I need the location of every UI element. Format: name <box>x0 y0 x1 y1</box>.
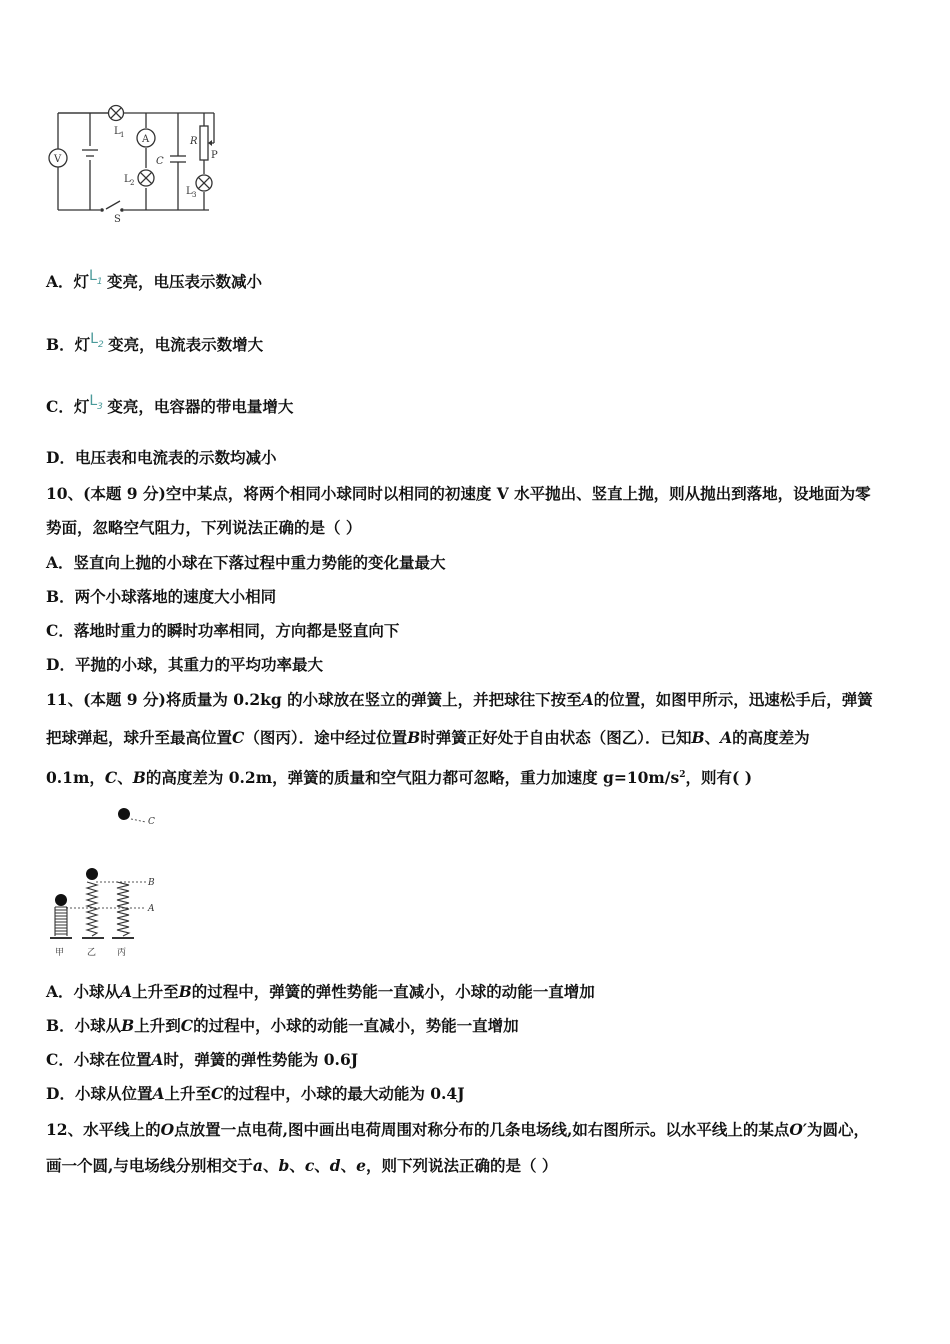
lamp-l3-symbol: $L_3$ <box>89 393 103 412</box>
label-jia: 甲 <box>55 948 65 958</box>
q9-option-c[interactable]: C．灯$L_3$ 变亮，电容器的带电量增大 <box>46 393 294 416</box>
voltmeter-label: V <box>54 154 62 165</box>
capacitor-label: C <box>156 156 164 167</box>
q10-stem-line1: 10、(本题 9 分)空中某点，将两个相同小球同时以相同的初速度 V 水平抛出、竖直上抛，则从抛出到落地，设地面为零 <box>46 484 871 503</box>
q11-option-c[interactable]: C．小球在位置A时，弹簧的弹性势能为 0.6J <box>46 1050 359 1069</box>
q9-option-a[interactable]: A．灯$L_1$ 变亮，电压表示数减小 <box>46 268 263 291</box>
q12-stem-line2: 画一个圆,与电场线分别相交于a、b、c、d、e，则下列说法正确的是（ ） <box>46 1156 558 1175</box>
q10-option-a[interactable]: A．竖直向上抛的小球在下落过程中重力势能的变化量最大 <box>46 553 446 572</box>
q10-option-c[interactable]: C．落地时重力的瞬时功率相同，方向都是竖直向下 <box>46 621 400 640</box>
l3-label: L <box>186 186 193 197</box>
switch-label: S <box>114 214 121 225</box>
q9-option-d[interactable]: D．电压表和电流表的示数均减小 <box>46 448 277 467</box>
q11-option-d[interactable]: D．小球从位置A上升至C的过程中，小球的最大动能为 0.4J <box>46 1084 465 1103</box>
q11-option-b[interactable]: B．小球从B上升到C的过程中，小球的动能一直减小，势能一直增加 <box>46 1016 519 1035</box>
l3-sub-label: 3 <box>192 191 197 199</box>
position-a-label: A <box>148 904 155 914</box>
circuit-diagram <box>44 98 234 228</box>
spring-diagram <box>44 800 184 960</box>
l1-sub-label: 1 <box>120 131 125 139</box>
lamp-l2-symbol: $L_2$ <box>90 331 104 350</box>
label-yi: 乙 <box>87 948 97 958</box>
q9-option-b[interactable]: B．灯$L_2$ 变亮，电流表示数增大 <box>46 331 264 354</box>
lamp-l1-symbol: $L_1$ <box>89 268 103 287</box>
q11-option-a[interactable]: A．小球从A上升至B的过程中，弹簧的弹性势能一直减小，小球的动能一直增加 <box>46 982 595 1001</box>
q11-stem-line2: 把球弹起，球升至最高位置C（图丙）．途中经过位置B时弹簧正好处于自由状态（图乙）．已知B、A的高度差为 <box>46 728 810 747</box>
q10-option-d[interactable]: D．平抛的小球，其重力的平均功率最大 <box>46 655 323 674</box>
label-bing: 丙 <box>117 948 127 958</box>
position-c-label: C <box>148 817 155 827</box>
q11-stem-line1: 11、(本题 9 分)将质量为 0.2kg 的小球放在竖立的弹簧上，并把球往下按至A的位置，如图甲所示，迅速松手后，弹簧 <box>46 690 873 709</box>
q12-stem-line1: 12、水平线上的O点放置一点电荷,图中画出电荷周围对称分布的几条电场线,如右图所示。以水平线上的某点O′为圆心， <box>46 1120 869 1139</box>
l2-label: L <box>124 174 131 185</box>
ammeter-label: A <box>142 134 150 145</box>
q10-stem-line2: 势面，忽略空气阻力，下列说法正确的是（ ） <box>46 518 362 537</box>
resistor-label: R <box>190 136 198 147</box>
q11-stem-line3: 0.1m，C、B的高度差为 0.2m，弹簧的质量和空气阻力都可忽略，重力加速度 $g=10m/s^2$，则有( ) <box>46 768 753 788</box>
l1-label: L <box>114 126 121 137</box>
slider-label: P <box>211 150 218 161</box>
position-b-label: B <box>148 878 155 888</box>
q10-option-b[interactable]: B．两个小球落地的速度大小相同 <box>46 587 277 606</box>
l2-sub-label: 2 <box>130 179 135 187</box>
